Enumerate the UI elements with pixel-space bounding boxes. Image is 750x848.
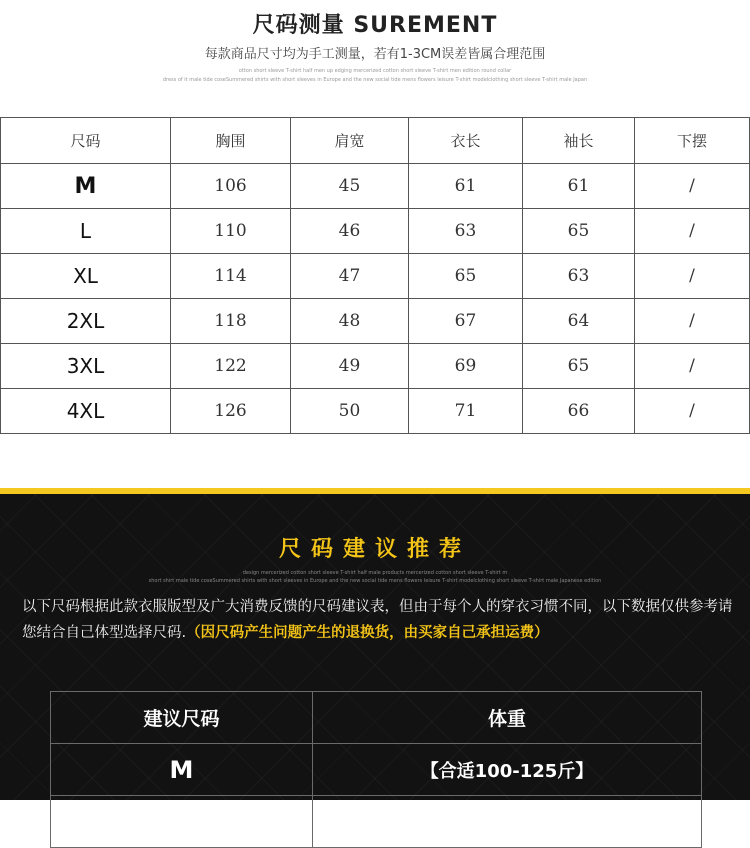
table-row [1, 389, 750, 434]
recommendation-notice [22, 594, 742, 646]
header-size: 尺码 [1, 118, 171, 164]
hem-cell: / [635, 389, 750, 434]
notice-highlight: （因尺码产生问题产生的退换货，由买家自己承担运费） [186, 625, 549, 641]
hem-cell: / [635, 209, 750, 254]
size-cell: 4XL [1, 389, 171, 434]
chest-cell: 114 [171, 254, 291, 299]
length-cell: 63 [409, 209, 523, 254]
sleeve-cell: 64 [523, 299, 635, 344]
header-shoulder: 肩宽 [291, 118, 409, 164]
header-length: 衣长 [409, 118, 523, 164]
notice-text: 以下尺码根据此款衣服版型及广大消费反馈的尺码建议表，但由于每个人的穿衣习惯不同，以下数据仅供参考请您结合自己体型选择尺码. [22, 599, 733, 641]
header-sleeve: 袖长 [523, 118, 635, 164]
measurement-subtitle: 每款商品尺寸均为手工测量，若有1-3CM误差皆属合理范围 [204, 47, 546, 62]
length-cell: 71 [409, 389, 523, 434]
length-cell: 65 [409, 254, 523, 299]
header-hem: 下摆 [635, 118, 750, 164]
size-cell: XL [1, 254, 171, 299]
fine-print-line: design mercerized cotton short sleeve T-shirt half male products mercerized cotton short sleeve T-shirt m [242, 570, 508, 576]
shoulder-cell: 47 [291, 254, 409, 299]
size-cell: 2XL [1, 299, 171, 344]
chest-cell: 118 [171, 299, 291, 344]
sleeve-cell: 65 [523, 344, 635, 389]
chest-cell: 106 [171, 164, 291, 209]
table-header-row [51, 692, 702, 744]
recommendation-table [50, 691, 702, 848]
weight-cell: 【合适100-125斤】 [313, 744, 702, 796]
shoulder-cell: 49 [291, 344, 409, 389]
table-row [51, 744, 702, 796]
table-row [1, 344, 750, 389]
hem-cell: / [635, 299, 750, 344]
shoulder-cell: 50 [291, 389, 409, 434]
table-row [1, 209, 750, 254]
sleeve-cell: 66 [523, 389, 635, 434]
size-cell: L [1, 209, 171, 254]
length-cell: 61 [409, 164, 523, 209]
shoulder-cell: 48 [291, 299, 409, 344]
header-recommended-size: 建议尺码 [51, 692, 313, 744]
sleeve-cell: 61 [523, 164, 635, 209]
chest-cell: 122 [171, 344, 291, 389]
table-header-row [1, 118, 750, 164]
size-cell: 3XL [1, 344, 171, 389]
length-cell: 69 [409, 344, 523, 389]
size-cell: M [51, 744, 313, 796]
size-cell [51, 796, 313, 848]
fine-print-line: otton short sleeve T-shirt half men up edging mercerized cotton short sleeve T-shirt men edition round collar [238, 68, 512, 74]
recommendation-section [0, 494, 750, 800]
size-cell: M [1, 164, 171, 209]
hem-cell: / [635, 344, 750, 389]
table-row [1, 254, 750, 299]
length-cell: 67 [409, 299, 523, 344]
measurement-title: 尺码测量 SUREMENT [252, 13, 498, 38]
sleeve-cell: 65 [523, 209, 635, 254]
hem-cell: / [635, 254, 750, 299]
weight-cell [313, 796, 702, 848]
fine-print-line: short shirt male tide coseSummered shirts with short sleeves in Europe and the new social tide mens flowers leisure T-shirt modelclothing short sleeve T-shirt male Japanese edition [148, 578, 602, 584]
shoulder-cell: 45 [291, 164, 409, 209]
header-weight: 体重 [313, 692, 702, 744]
header-chest: 胸围 [171, 118, 291, 164]
sleeve-cell: 63 [523, 254, 635, 299]
recommendation-title: 尺码建议推荐 [278, 537, 471, 562]
table-row [1, 164, 750, 209]
table-row [51, 796, 702, 848]
hem-cell: / [635, 164, 750, 209]
chest-cell: 126 [171, 389, 291, 434]
fine-print-line: dress of it male tide coseSummered shirts with short sleeves in Europe and the new social tide mens flowers leisure T-shirt modelclothing short sleeve T-shirt male Japan [162, 77, 588, 83]
measurement-table [0, 117, 750, 434]
chest-cell: 110 [171, 209, 291, 254]
table-row [1, 299, 750, 344]
shoulder-cell: 46 [291, 209, 409, 254]
